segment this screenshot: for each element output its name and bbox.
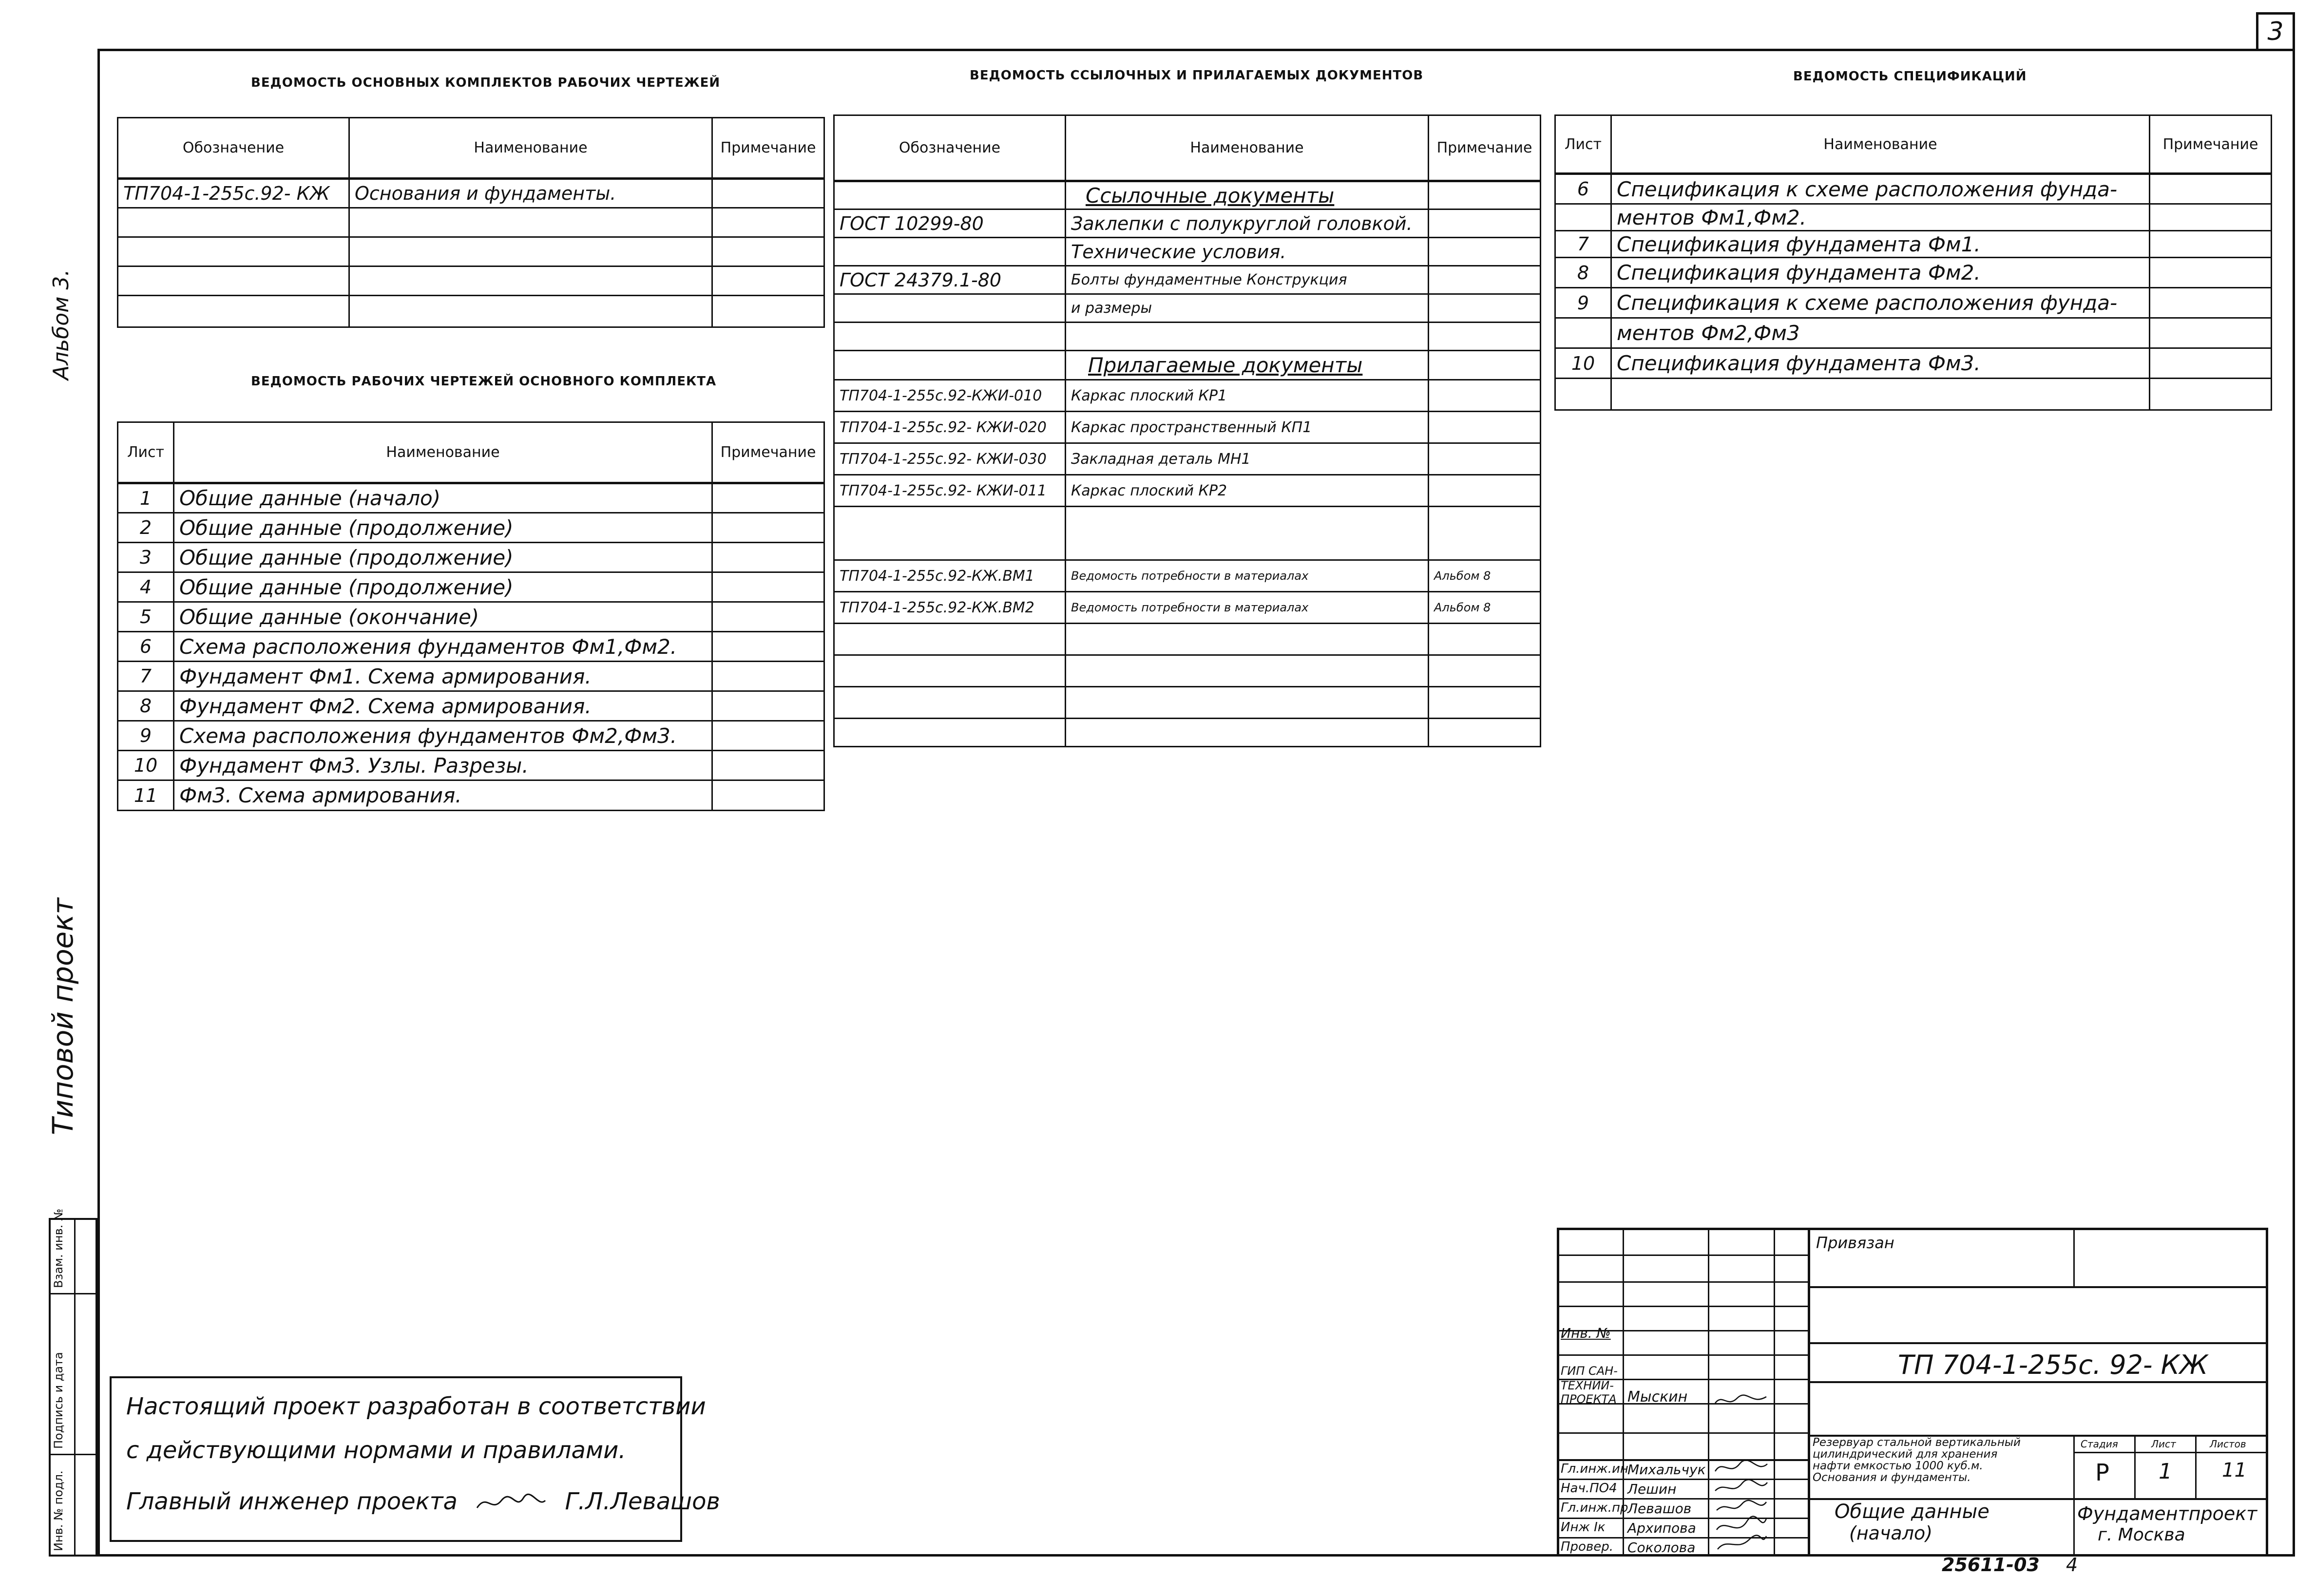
archive-number: 25611-03 [1942,1554,2040,1576]
cell-note [1429,443,1541,475]
col-header: Наименование [1611,115,2150,174]
cell-name: Ведомость потребности в материалах [1066,560,1429,592]
cell-name: Закладная деталь МН1 [1066,443,1429,475]
cell-designation: ТП704-1-255с.92- КЖИ-020 [834,412,1066,443]
table-row [834,560,1541,592]
col-header: Обозначение [834,115,1066,181]
stamp-sign-label: Подпись и дата [52,1352,65,1449]
chief-engineer-name: Г.Л.Левашов [565,1488,720,1515]
cell-name: Фм3. Схема армирования. [174,780,712,811]
tb-role: Гл.инж.пр [1561,1501,1628,1515]
table-row [834,475,1541,507]
table-row [834,294,1541,323]
cell-name: Каркас плоский КР2 [1066,475,1429,507]
table-row [1555,318,2272,348]
cell-name: Прилагаемые документы [1066,351,1429,380]
cell-note [712,751,824,780]
stamp-vzam-label: Взам. инв. № [52,1209,65,1288]
table-row [118,237,824,266]
reference-docs-title: ВЕДОМОСТЬ ССЫЛОЧНЫХ И ПРИЛАГАЕМЫХ ДОКУМЕНТОВ [970,68,1424,83]
table-row [118,179,824,208]
project-type-label: Типовой проект [46,897,79,1135]
cell-sheet: 11 [118,780,174,811]
cell-note: Альбом 8 [1429,560,1541,592]
col-header: Лист [118,422,174,483]
cell-name: Заклепки с полукруглой головкой. [1066,209,1429,238]
stamp-inv-label: Инв. № подл. [52,1470,65,1551]
cell-designation: ТП704-1-255с.92- КЖ [118,179,349,208]
tb-doc-code: ТП 704-1-255с. 92- КЖ [1898,1349,2208,1380]
table-row [1555,204,2272,231]
cell-note [712,602,824,632]
cell-note [2150,318,2272,348]
cell-sheet: 1 [118,483,174,513]
col-header: Примечание [2150,115,2272,174]
col-header: Лист [1555,115,1611,174]
tb-sheets: 11 [2222,1459,2247,1482]
cell-name: Фундамент Фм2. Схема армирования. [174,691,712,721]
cell-name: Общие данные (окончание) [174,602,712,632]
tb-stage: Р [2095,1459,2109,1486]
reference-docs-table [833,114,1541,747]
cell-name: Основания и фундаменты. [349,179,712,208]
table-row [834,624,1541,655]
table-row [834,181,1541,209]
tb-org-city: г. Москва [2098,1525,2185,1545]
table-row [118,266,824,296]
cell-name: Общие данные (продолжение) [174,572,712,602]
cell-note [1429,294,1541,323]
table-row [1555,288,2272,318]
table-row [834,412,1541,443]
table-row [1555,379,2272,410]
main-sets-table [117,117,825,328]
table-row [118,721,824,751]
table-row [834,266,1541,294]
table-row [118,780,824,811]
table-row [834,687,1541,719]
tb-object-desc: Основания и фундаменты. [1813,1471,1971,1484]
working-drawings-title: ВЕДОМОСТЬ РАБОЧИХ ЧЕРТЕЖЕЙ ОСНОВНОГО КОМПЛЕКТА [251,374,717,389]
table-row [118,751,824,780]
cell-designation: ТП704-1-255с.92-КЖ.ВМ1 [834,560,1066,592]
album-label: Альбом 3. [49,269,74,380]
tb-stage-label: Стадия [2081,1438,2118,1450]
cell-designation [834,351,1066,380]
table-row [1555,231,2272,258]
tb-name: Соколова [1627,1539,1696,1556]
table-row [118,513,824,543]
cell-name: Каркас пространственный КП1 [1066,412,1429,443]
tb-inv-no: Инв. № [1561,1325,1611,1341]
cell-designation [834,181,1066,209]
archive-sheet: 4 [2066,1554,2078,1576]
table-row [118,572,824,602]
cell-sheet: 10 [1555,348,1611,379]
specifications-table [1554,114,2272,411]
cell-note [712,721,824,751]
cell-designation: ГОСТ 10299-80 [834,209,1066,238]
cell-note [1429,412,1541,443]
table-row [118,483,824,513]
table-row [834,592,1541,624]
cell-name: Схема расположения фундаментов Фм2,Фм3. [174,721,712,751]
cell-note [2150,204,2272,231]
cell-sheet: 8 [1555,258,1611,288]
cell-note: Альбом 8 [1429,592,1541,624]
tb-gip-label-1: ГИП САН- [1561,1364,1618,1378]
cell-name: Ссылочные документы [1066,181,1429,209]
cell-note [1429,266,1541,294]
col-header: Примечание [712,118,824,179]
table-row [118,543,824,572]
cell-designation: ТП704-1-255с.92-КЖ.ВМ2 [834,592,1066,624]
cell-designation [834,294,1066,323]
tb-object-desc: нафти емкостью 1000 куб.м. [1813,1460,1983,1472]
cell-sheet: 5 [118,602,174,632]
tb-sheet: 1 [2159,1459,2172,1484]
cell-sheet: 9 [118,721,174,751]
table-row [834,719,1541,747]
signatures-icon [1713,1391,1771,1554]
cell-name: Фундамент Фм3. Узлы. Разрезы. [174,751,712,780]
table-row [834,209,1541,238]
cell-name: Спецификация фундамента Фм2. [1611,258,2150,288]
cell-name: и размеры [1066,294,1429,323]
tb-role: Гл.инж.ин [1561,1462,1628,1476]
cell-name: Спецификация фундамента Фм1. [1611,231,2150,258]
cell-name: Схема расположения фундаментов Фм1,Фм2. [174,632,712,662]
tb-role: Провер. [1561,1539,1614,1554]
note-line-1: Настоящий проект разработан в соответствии [126,1393,706,1420]
table-row [834,507,1541,560]
table-row [1555,258,2272,288]
cell-note [2150,231,2272,258]
cell-name: ментов Фм2,Фм3 [1611,318,2150,348]
cell-note [1429,351,1541,380]
note-line-2: с действующими нормами и правилами. [126,1437,626,1464]
cell-note [712,780,824,811]
cell-sheet: 2 [118,513,174,543]
sheet-number-box [2256,12,2295,51]
cell-note [1429,238,1541,266]
cell-sheet: 7 [1555,231,1611,258]
col-header: Обозначение [118,118,349,179]
cell-name: Общие данные (начало) [174,483,712,513]
tb-sheets-label: Листов [2210,1438,2246,1450]
cell-sheet: 3 [118,543,174,572]
tb-sheet-label: Лист [2151,1438,2176,1450]
tb-gip-label-2: ТЕХНИИ- [1561,1379,1614,1392]
col-header: Наименование [349,118,712,179]
cell-designation [834,238,1066,266]
cell-note [1429,181,1541,209]
specifications-title: ВЕДОМОСТЬ СПЕЦИФИКАЦИЙ [1793,69,2027,84]
cell-sheet: 4 [118,572,174,602]
cell-note [712,691,824,721]
cell-name: Ведомость потребности в материалах [1066,592,1429,624]
cell-note [1429,475,1541,507]
tb-name: Левашов [1627,1501,1692,1517]
cell-note [712,513,824,543]
chief-engineer-role: Главный инженер проекта [126,1488,458,1515]
table-row [118,662,824,691]
cell-sheet [1555,204,1611,231]
table-row [834,238,1541,266]
cell-note [2150,174,2272,204]
tb-object-desc: Резервуар стальной вертикальный [1813,1436,2021,1449]
col-header: Наименование [1066,115,1429,181]
cell-sheet: 10 [118,751,174,780]
table-row [834,443,1541,475]
col-header: Примечание [712,422,824,483]
cell-note [2150,258,2272,288]
margin-stamp [49,1209,97,1557]
tb-gip-name: Мыскин [1627,1388,1688,1406]
tb-gip-label-3: ПРОЕКТА [1561,1392,1617,1406]
signature-icon [475,1491,548,1515]
cell-name: Спецификация к схеме расположения фунда- [1611,288,2150,318]
cell-name: Фундамент Фм1. Схема армирования. [174,662,712,691]
cell-note [1429,209,1541,238]
tb-object-desc: цилиндрический для хранения [1813,1448,1998,1461]
sheet-number: 3 [2267,17,2284,46]
cell-note [2150,348,2272,379]
main-sets-title: ВЕДОМОСТЬ ОСНОВНЫХ КОМПЛЕКТОВ РАБОЧИХ ЧЕРТЕЖЕЙ [251,76,721,90]
table-row [118,208,824,237]
tb-role: Инж Iк [1561,1520,1606,1535]
cell-note [2150,288,2272,318]
title-block [1557,1228,2268,1557]
cell-note [712,483,824,513]
table-row [834,380,1541,412]
tb-name: Архипова [1627,1520,1696,1536]
cell-note [712,179,824,208]
table-row [1555,174,2272,204]
tb-name: Лешин [1627,1481,1677,1497]
col-header: Примечание [1429,115,1541,181]
cell-designation: ТП704-1-255с.92- КЖИ-011 [834,475,1066,507]
table-row [1555,348,2272,379]
working-drawings-table [117,421,825,811]
table-row [118,632,824,662]
table-row [834,351,1541,380]
cell-designation: ТП704-1-255с.92- КЖИ-030 [834,443,1066,475]
cell-name: Общие данные (продолжение) [174,513,712,543]
compliance-note [110,1376,720,1542]
cell-name: Каркас плоский КР1 [1066,380,1429,412]
cell-name: Спецификация фундамента Фм3. [1611,348,2150,379]
cell-note [712,572,824,602]
table-row [118,691,824,721]
tb-name: Михальчук [1627,1462,1706,1478]
cell-name: Технические условия. [1066,238,1429,266]
cell-sheet: 6 [1555,174,1611,204]
cell-name: Спецификация к схеме расположения фунда- [1611,174,2150,204]
col-header: Наименование [174,422,712,483]
cell-note [712,662,824,691]
cell-note [712,632,824,662]
cell-sheet: 6 [118,632,174,662]
tb-org-name: Фундаментпроект [2077,1503,2257,1524]
cell-sheet: 7 [118,662,174,691]
table-row [834,655,1541,687]
cell-sheet: 9 [1555,288,1611,318]
note-line-3 [126,1488,720,1515]
tb-sheet-subtitle: (начало) [1849,1522,1933,1544]
cell-designation: ГОСТ 24379.1-80 [834,266,1066,294]
cell-name: Болты фундаментные Конструкция [1066,266,1429,294]
cell-sheet: 8 [118,691,174,721]
tb-role: Нач.ПО4 [1561,1481,1617,1496]
cell-designation: ТП704-1-255с.92-КЖИ-010 [834,380,1066,412]
tb-privyazan: Привязан [1816,1234,1894,1252]
cell-note [1429,380,1541,412]
cell-name: ментов Фм1,Фм2. [1611,204,2150,231]
table-row [118,296,824,327]
cell-note [712,543,824,572]
cell-sheet [1555,318,1611,348]
table-row [118,602,824,632]
cell-name: Общие данные (продолжение) [174,543,712,572]
table-row [834,323,1541,351]
tb-sheet-title: Общие данные [1835,1501,1989,1523]
